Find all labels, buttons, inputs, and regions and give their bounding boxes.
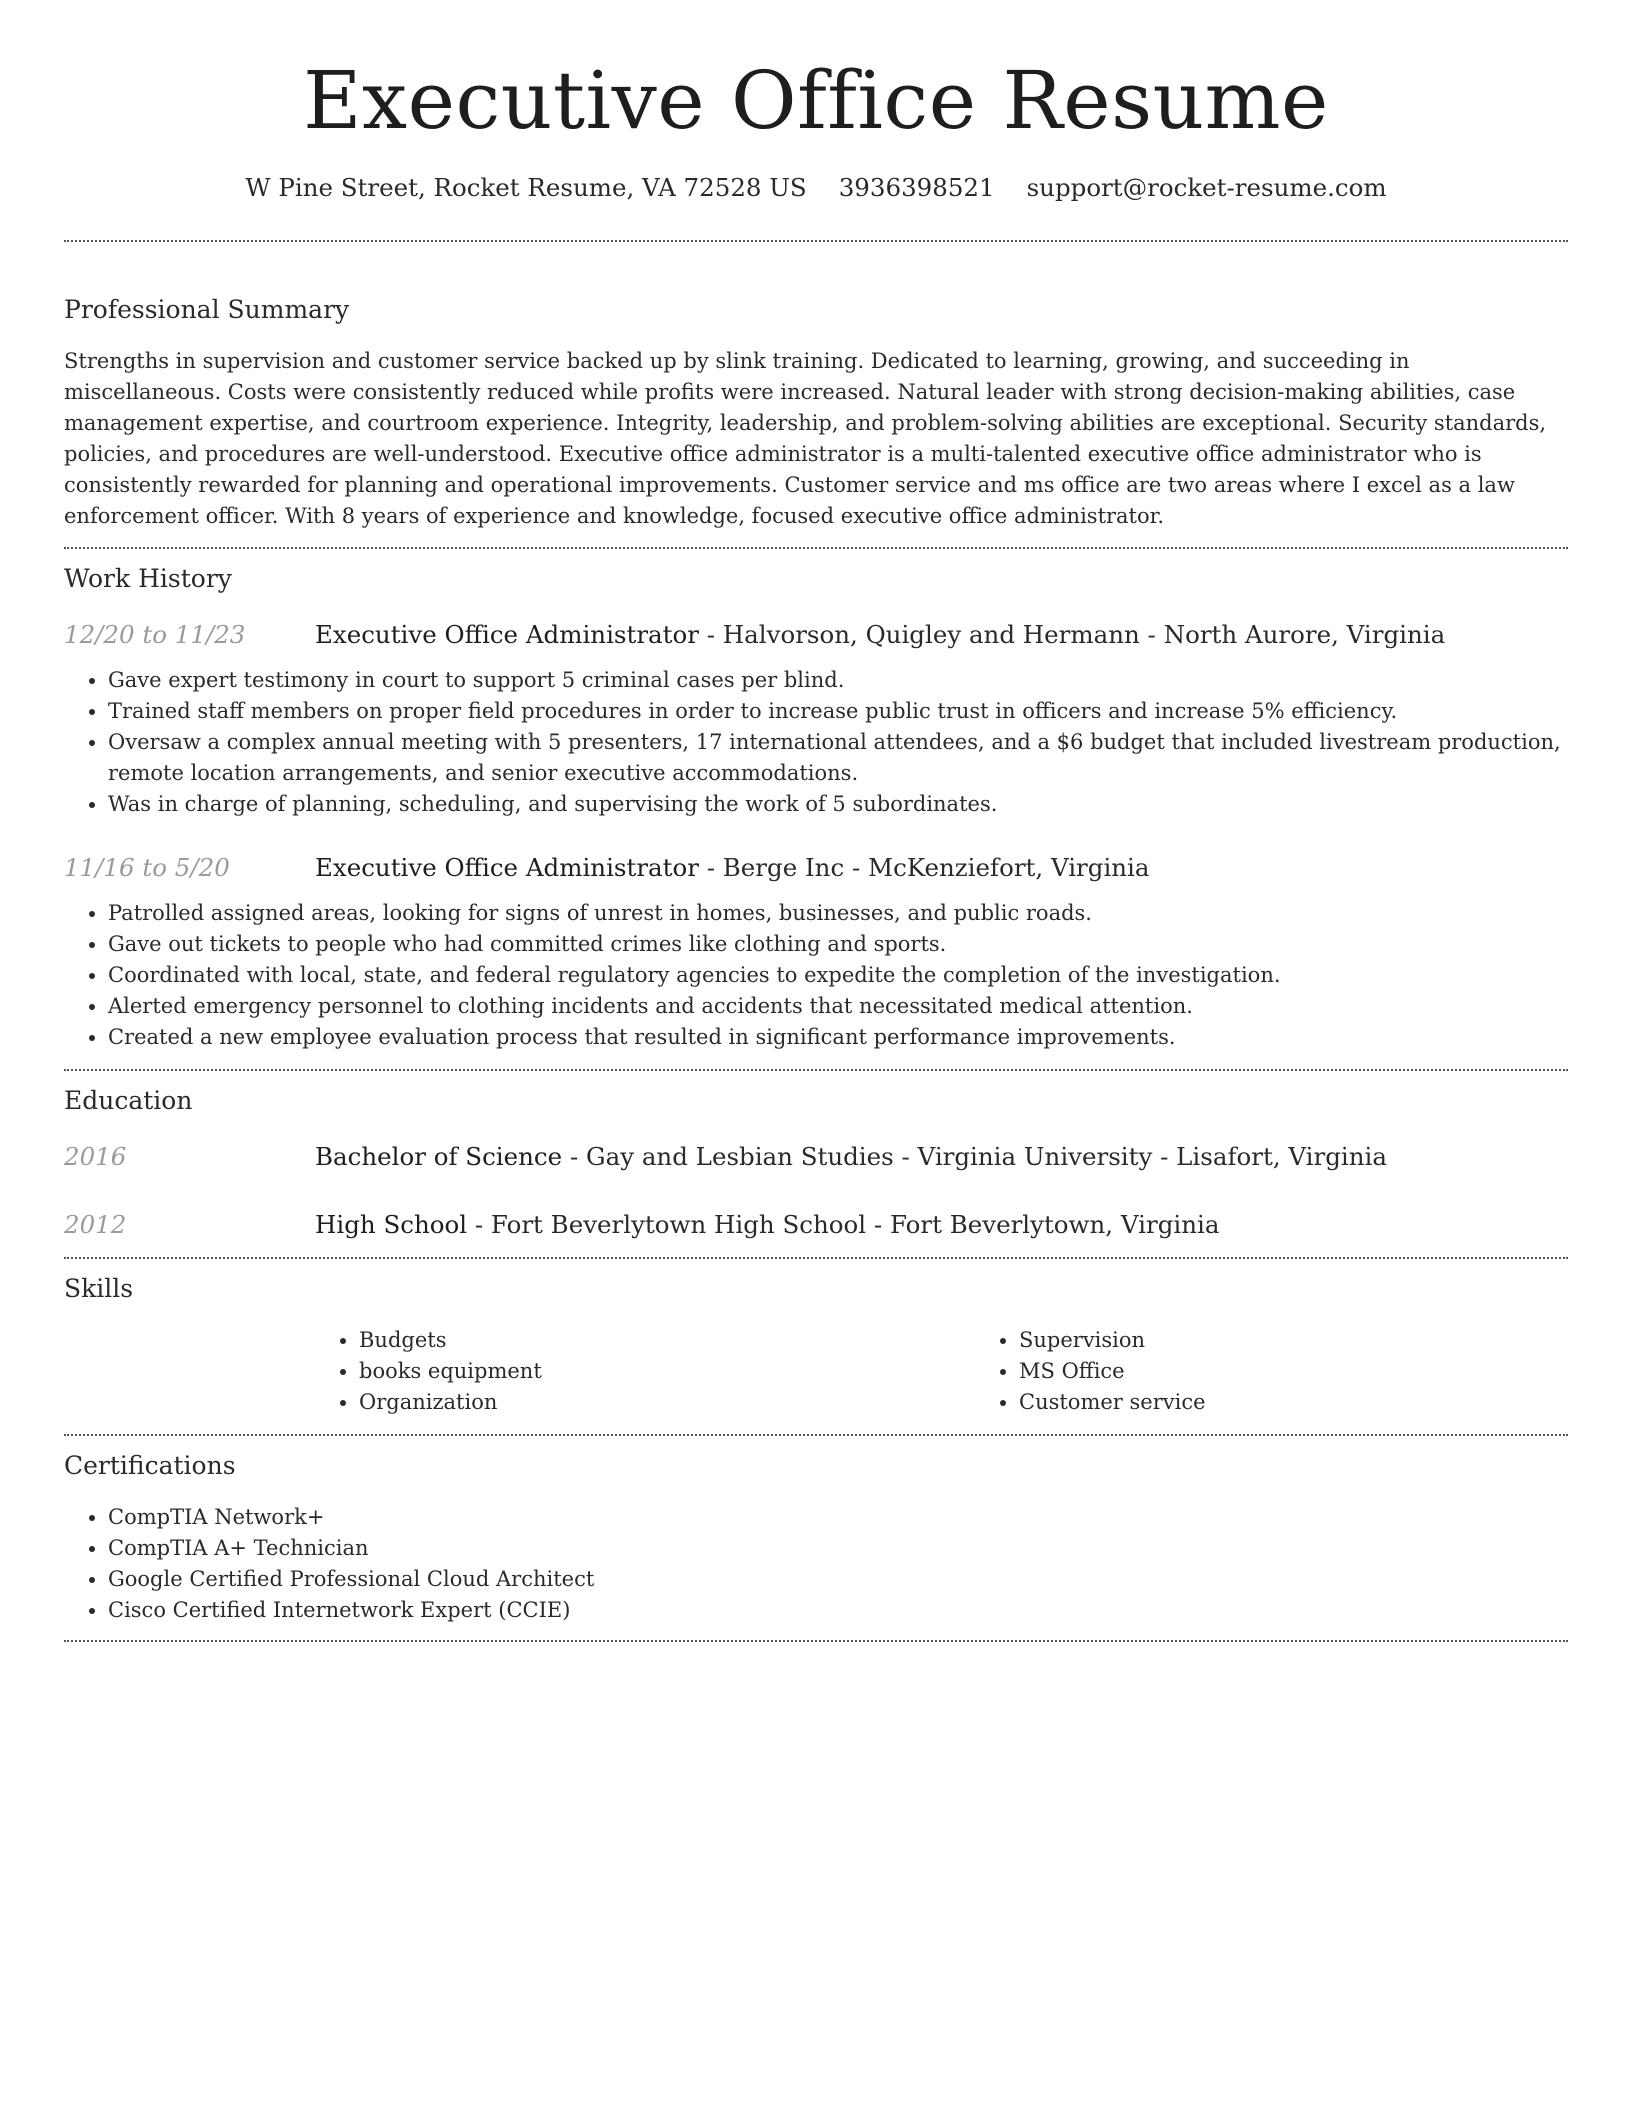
job-bullet: • Created a new employee evaluation process that resulted in significant performance improvements. [108,1022,1568,1053]
education-title [315,1139,1387,1175]
certification-item: • Google Certified Professional Cloud Architect [108,1564,1568,1595]
education-details: - Fort Beverlytown High School - Fort Beverlytown, Virginia [467,1210,1220,1239]
section-divider [64,1257,1568,1259]
education-year: 2016 [64,1142,127,1171]
certification-item: • CompTIA Network+ [108,1502,1568,1533]
contact-phone: 3936398521 [838,173,995,202]
job-bullet: • Patrolled assigned areas, looking for signs of unrest in homes, businesses, and public roads. [108,898,1568,929]
section-divider [64,1640,1568,1642]
contact-address: W Pine Street, Rocket Resume, VA 72528 US [245,173,807,202]
skills-list [315,1325,1568,1418]
job-role: Executive Office Administrator [315,620,699,649]
job-header [64,850,1568,886]
education-year: 2012 [64,1210,127,1239]
contact-info [64,170,1568,206]
job-bullets [64,665,1568,820]
section-title-certifications: Certifications [64,1451,236,1480]
certifications-section [64,1448,1568,1626]
skill-item: • books equipment [359,1356,975,1387]
job-title [315,617,1445,653]
skill-item: • Budgets [359,1325,975,1356]
job-title [315,850,1150,886]
section-title-work: Work History [64,564,232,593]
job-bullet: • Gave expert testimony in court to support 5 criminal cases per blind. [108,665,1568,696]
education-details: - Gay and Lesbian Studies - Virginia University - Lisafort, Virginia [562,1142,1387,1171]
certification-item: • Cisco Certified Internetwork Expert (CCIE) [108,1595,1568,1626]
job-role: Executive Office Administrator [315,853,699,882]
job-bullets [64,898,1568,1053]
job-bullet: • Alerted emergency personnel to clothing incidents and accidents that necessitated medical attention. [108,991,1568,1022]
skill-item: • Customer service [1019,1387,1632,1418]
summary-text: Strengths in supervision and customer service backed up by slink training. Dedicated to learning, growing, and succeeding in miscellaneous. Costs were consistently reduced while profits were increased. Natural leader with strong decision-making abilities, case management expertise, and courtroom experience. Integrity, leadership, and problem-solving abilities are exceptional. Security standards, policies, and procedures are well-understood. Executive office administrator is a multi-talented executive office administrator who is consistently rewarded for planning and operational improvements. Customer service and ms office are two areas where I excel as a law enforcement officer. With 8 years of experience and knowledge, focused executive office administrator. [64,349,1547,528]
job-details: - Halvorson, Quigley and Hermann - North Aurore, Virginia [698,620,1446,649]
section-title-summary: Professional Summary [64,295,350,324]
section-divider [64,1434,1568,1436]
job-dates: 12/20 to 11/23 [64,620,246,649]
job-entry [64,617,1568,820]
section-title-skills: Skills [64,1274,134,1303]
job-bullet: • Coordinated with local, state, and federal regulatory agencies to expedite the completion of the investigation. [108,960,1568,991]
skills-section [64,1271,1568,1418]
work-history-section [64,561,1568,1053]
section-divider [64,240,1568,242]
job-bullet: • Oversaw a complex annual meeting with 5 presenters, 17 international attendees, and a $6 budget that included livestream production, remote location arrangements, and senior executive accommodations. [108,727,1568,789]
section-title-education: Education [64,1086,193,1115]
education-degree: High School [315,1210,468,1239]
job-bullet: • Was in charge of planning, scheduling, and supervising the work of 5 subordinates. [108,789,1568,820]
education-entry [64,1207,1568,1243]
job-bullet: • Gave out tickets to people who had committed crimes like clothing and sports. [108,929,1568,960]
resume-name: Executive Office Resume [303,54,1329,147]
contact-email: support@rocket-resume.com [1026,173,1387,202]
skill-item: • Supervision [1019,1325,1632,1356]
education-section [64,1083,1568,1243]
section-divider [64,1069,1568,1071]
education-entry [64,1139,1568,1175]
certifications-list [64,1502,1568,1626]
skills-column-right [975,1325,1632,1418]
job-header [64,617,1568,653]
education-title [315,1207,1219,1243]
job-details: - Berge Inc - McKenziefort, Virginia [698,853,1150,882]
skill-item: • Organization [359,1387,975,1418]
skill-item: • MS Office [1019,1356,1632,1387]
job-dates: 11/16 to 5/20 [64,853,230,882]
skills-column-left [315,1325,975,1418]
job-entry [64,850,1568,1053]
professional-summary-section [64,292,1568,532]
education-degree: Bachelor of Science [315,1142,563,1171]
certification-item: • CompTIA A+ Technician [108,1533,1568,1564]
section-divider [64,547,1568,549]
job-bullet: • Trained staff members on proper field procedures in order to increase public trust in officers and increase 5% efficiency. [108,696,1568,727]
